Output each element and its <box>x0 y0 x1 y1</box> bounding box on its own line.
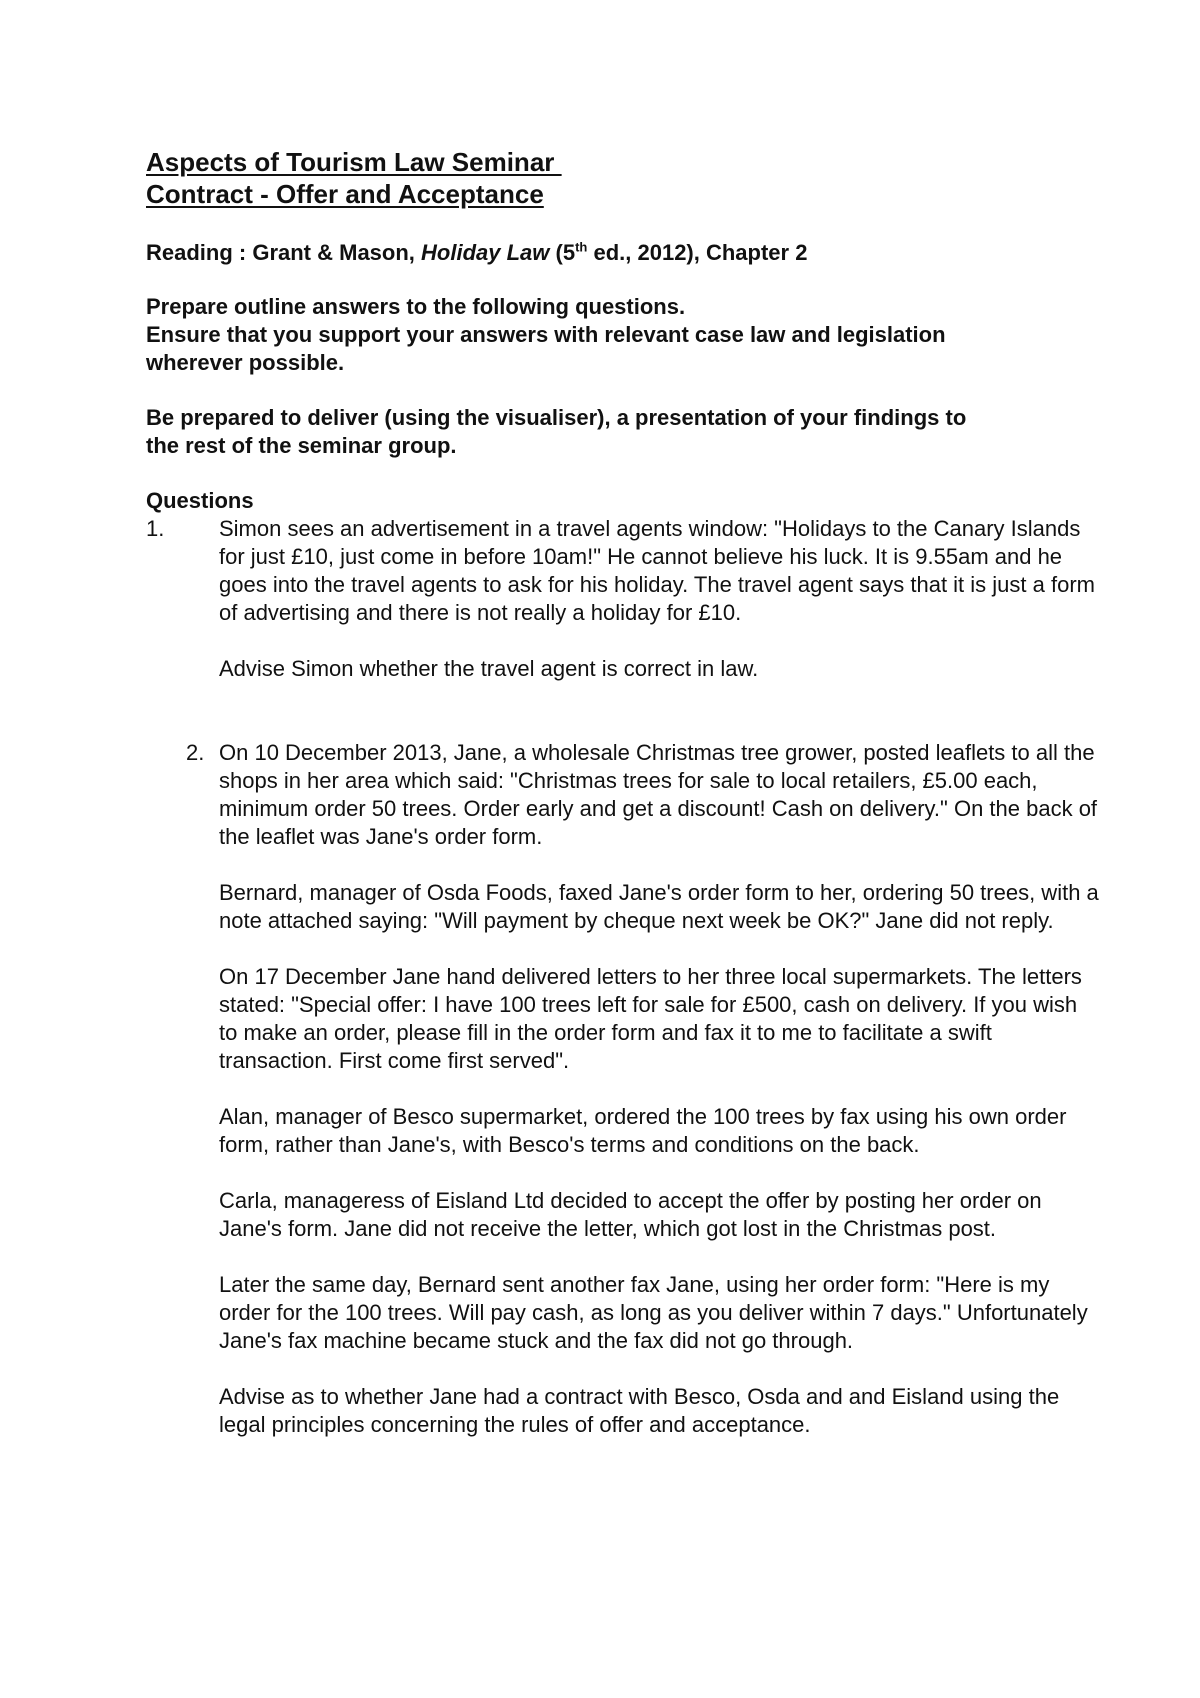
document-title: Aspects of Tourism Law Seminar <box>146 147 562 177</box>
question-paragraph: Alan, manager of Besco supermarket, ordered the 100 trees by fax using his own order form, rather than Jane's, with Besco's terms and conditions on the back. <box>219 1104 1067 1157</box>
question-paragraph: Bernard, manager of Osda Foods, faxed Jane's order form to her, ordering 50 trees, with a note attached saying: "Will payment by cheque next week be OK?" Jane did not reply. <box>219 880 1099 933</box>
question-1-body <box>219 515 1099 683</box>
presentation-line: Be prepared to deliver (using the visualiser), a presentation of your findings to <box>146 405 967 430</box>
question-paragraph: Advise as to whether Jane had a contract with Besco, Osda and and Eisland using the legal principles concerning the rules of offer and acceptance. <box>219 1384 1060 1437</box>
instruction-line: wherever possible. <box>146 350 345 375</box>
presentation-line: the rest of the seminar group. <box>146 433 457 458</box>
reading-edition-rest: ed., 2012), Chapter 2 <box>587 240 808 265</box>
instruction-line: Prepare outline answers to the following questions. <box>146 294 686 319</box>
question-paragraph: On 17 December Jane hand delivered letters to her three local supermarkets. The letters stated: "Special offer: I have 100 trees left for sale for £500, cash on delivery. If you wish to make an order, please fill in the order form and fax it to me to facilitate a swift transaction. First come first served". <box>219 964 1082 1073</box>
question-paragraph: Carla, manageress of Eisland Ltd decided to accept the offer by posting her order on Jane's form. Jane did not receive the letter, which got lost in the Christmas post. <box>219 1188 1042 1241</box>
question-paragraph: Advise Simon whether the travel agent is correct in law. <box>219 656 759 681</box>
questions-heading: Questions <box>146 488 254 513</box>
question-number: 1. <box>146 516 165 541</box>
question-number: 2. <box>186 740 205 765</box>
question-2-body <box>219 739 1099 1439</box>
reading-book-title: Holiday Law <box>421 240 550 265</box>
instruction-line: Ensure that you support your answers with relevant case law and legislation <box>146 322 946 347</box>
reading-edition-open: (5 <box>549 240 576 265</box>
question-paragraph: Simon sees an advertisement in a travel agents window: "Holidays to the Canary Islands for just £10, just come in before 10am!" He cannot believe his luck. It is 9.55am and he goes into the travel agents to ask for his holiday. The travel agent says that it is just a form of advertising and there is not really a holiday for £10. <box>219 516 1095 625</box>
document-subtitle: Contract - Offer and Acceptance <box>146 179 544 209</box>
question-paragraph: Later the same day, Bernard sent another fax Jane, using her order form: "Here is my order for the 100 trees. Will pay cash, as long as you deliver within 7 days." Unfortunately Jane's fax machine became stuck and the fax did not go through. <box>219 1272 1088 1353</box>
question-paragraph: On 10 December 2013, Jane, a wholesale Christmas tree grower, posted leaflets to all the shops in her area which said: "Christmas trees for sale to local retailers, £5.00 each, minimum order 50 trees. Order early and get a discount! Cash on delivery." On the back of the leaflet was Jane's order form. <box>219 740 1098 849</box>
reading-prefix: Reading : Grant & Mason, <box>146 240 422 265</box>
reading-edition-sup: th <box>575 239 588 255</box>
reading-reference <box>146 239 807 267</box>
